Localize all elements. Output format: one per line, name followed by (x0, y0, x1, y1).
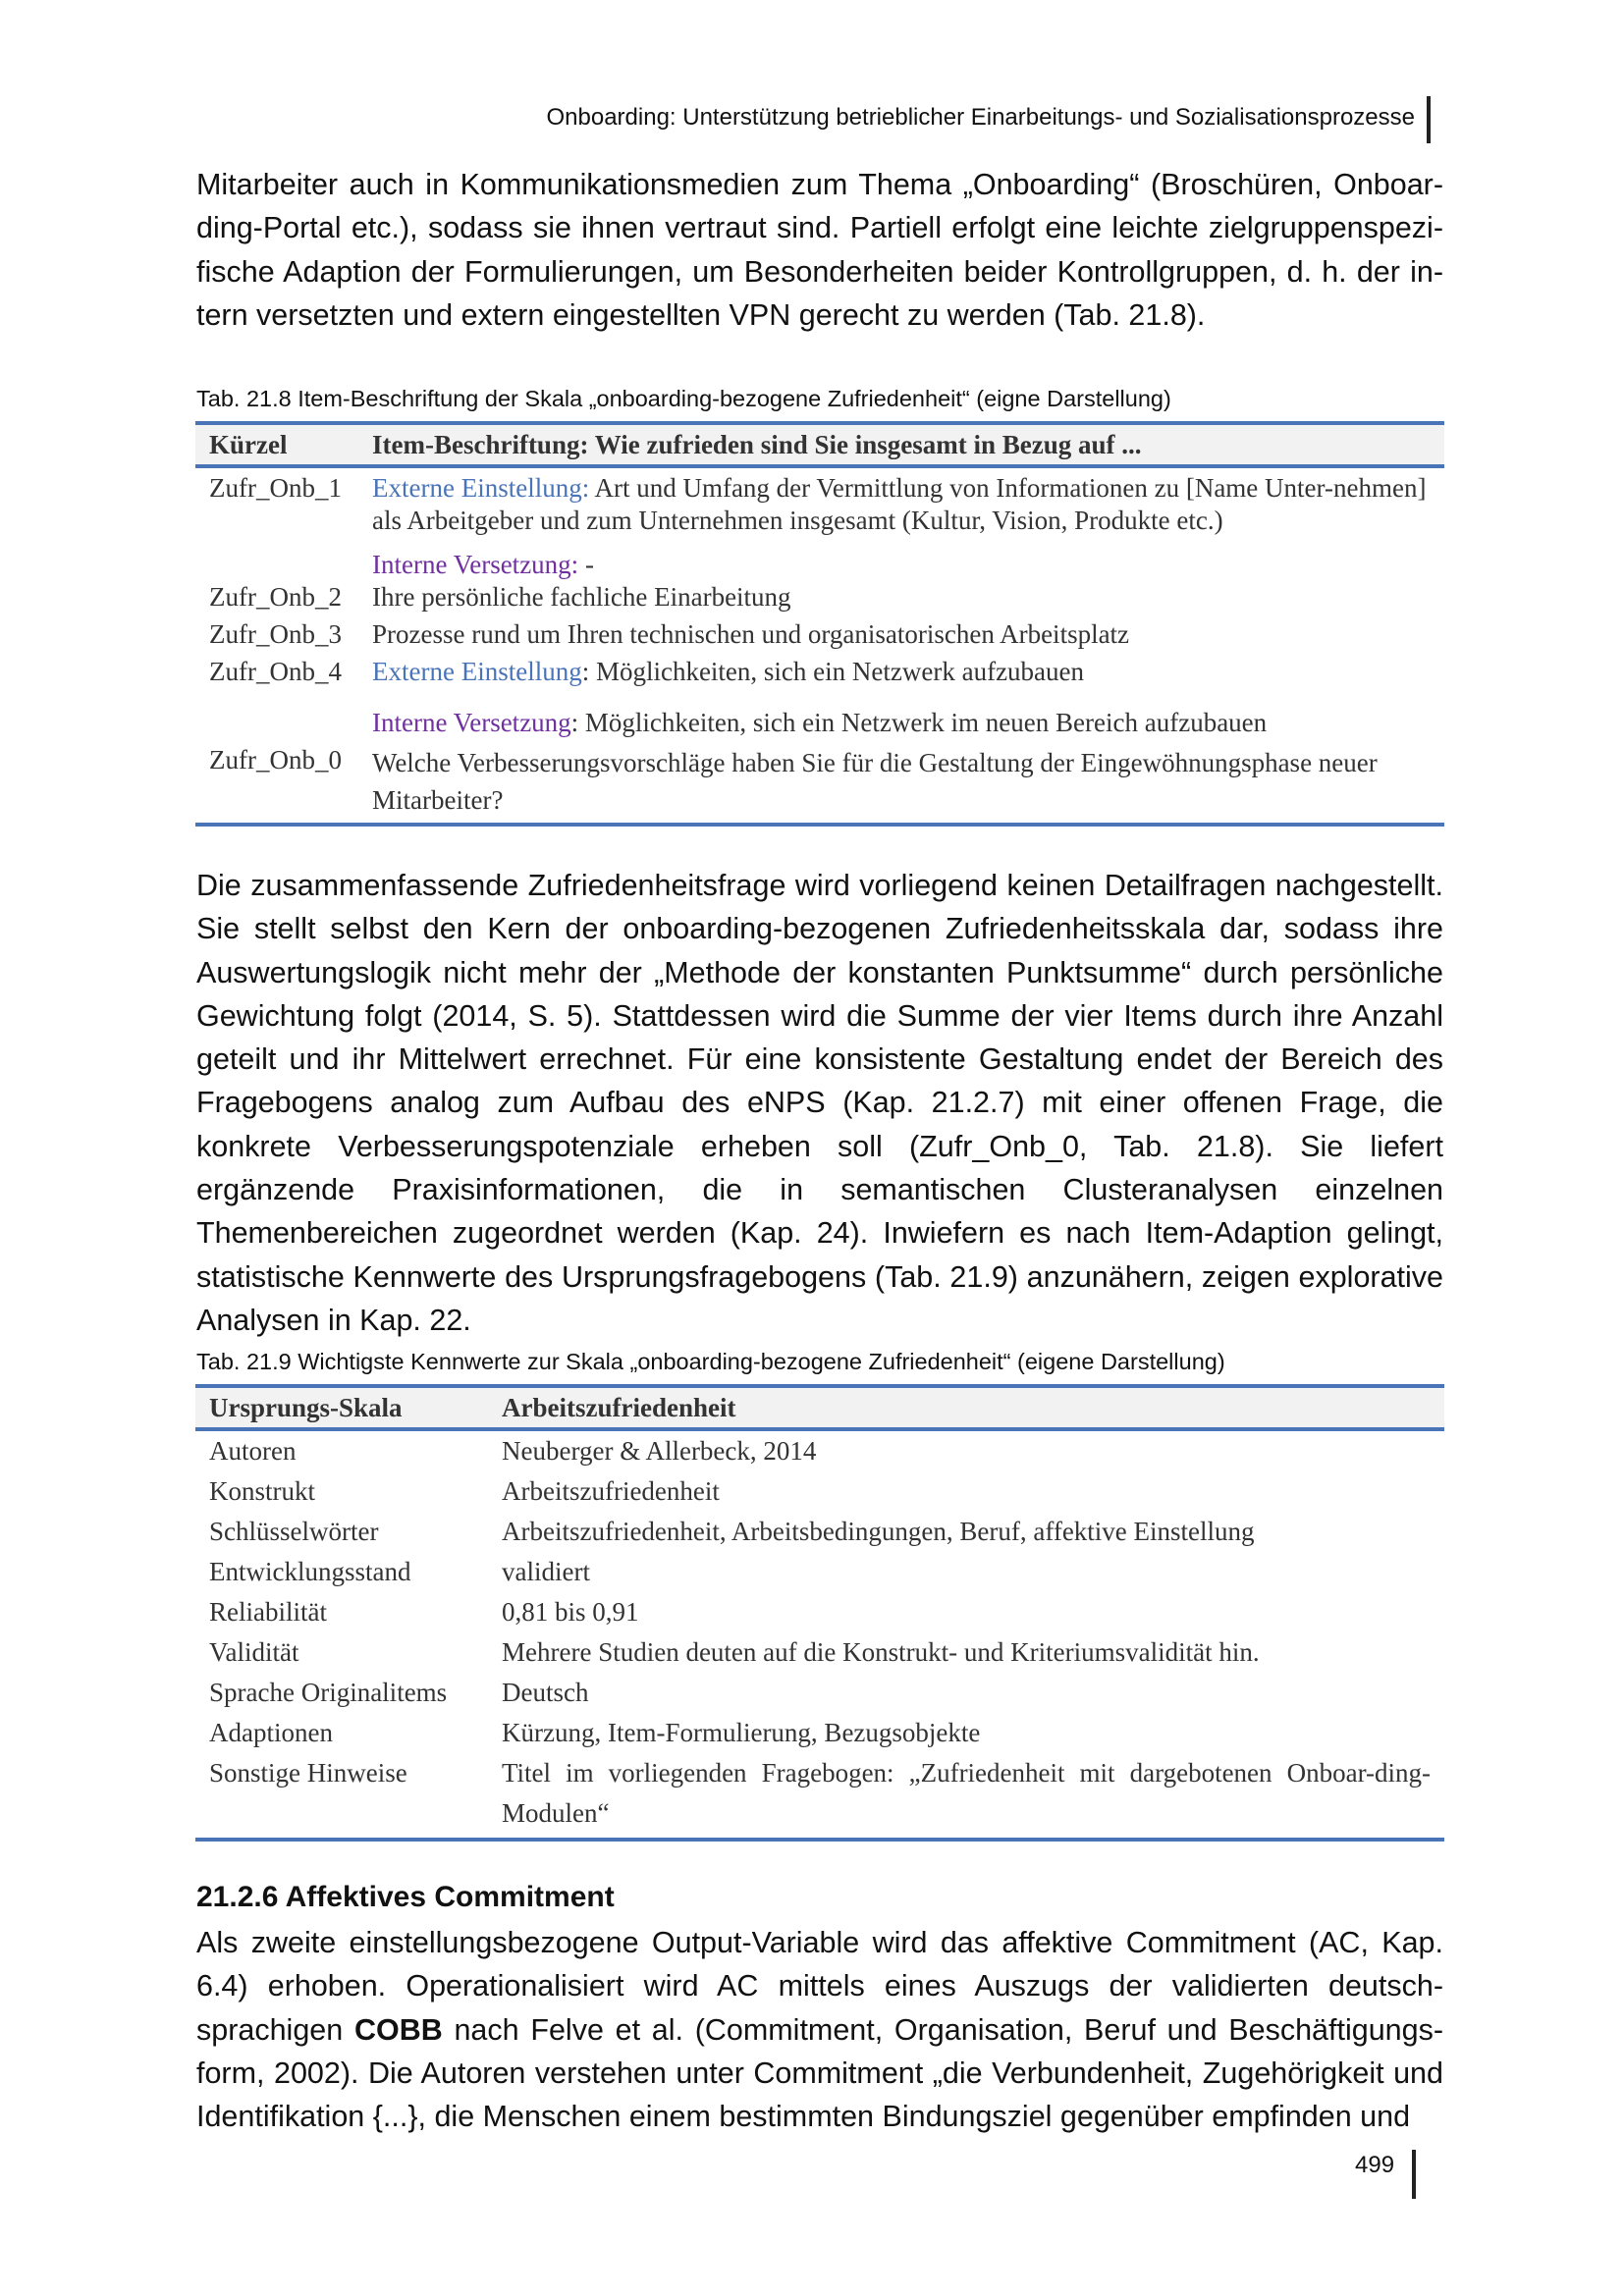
item-text: Prozesse rund um Ihren technischen und organisatorischen Arbeitsplatz (372, 619, 1130, 649)
header-rule (1427, 96, 1431, 143)
table-row (195, 1552, 1444, 1592)
paragraph-1: Mitarbeiter auch in Kommunikationsmedien zum Thema „Onboarding“ (Broschüren, Onboarding-Portal etc.), sodass sie ihnen vertraut sind. Partiell erfolgt eine leichte zielgruppenspezifische Adaption der Formulierungen, um Besonderheiten beider Kontrollgruppen, d. h. der intern versetzten und extern eingestellten VPN gerecht zu werden (Tab. 21.8). (196, 168, 1443, 332)
table-row (195, 1592, 1444, 1632)
table-21-9-caption: Tab. 21.9 Wichtigste Kennwerte zur Skala „onboarding-bezogene Zufriedenheit“ (eigene Darstellung) (196, 1349, 1225, 1374)
row-value: 0,81 bis 0,91 (502, 1597, 639, 1627)
table-row (195, 1753, 1444, 1840)
external-label: Externe Einstellung: (372, 473, 590, 503)
external-label: Externe Einstellung (372, 657, 582, 686)
item-code: Zufr_Onb_3 (209, 619, 342, 649)
section-heading: 21.2.6 Affektives Commitment (196, 1881, 615, 1913)
row-key: Autoren (209, 1436, 297, 1466)
table-row (195, 1471, 1444, 1512)
row-key: Adaptionen (209, 1718, 333, 1747)
item-text-content: Art und Umfang der Vermittlung von Informationen zu [Name Unter-nehmen] als Arbeitgeber und zum Unternehmen insgesamt (Kultur, Vision, Produkte etc.) (372, 473, 1427, 535)
table-21-9 (195, 1384, 1444, 1842)
table-21-8 (195, 421, 1444, 827)
row-value: Kürzung, Item-Formulierung, Bezugsobjekte (502, 1718, 981, 1747)
table-row (195, 618, 1444, 656)
paragraph-3 (196, 1921, 1443, 2138)
page-number-rule (1412, 2150, 1416, 2199)
table-row (195, 1713, 1444, 1753)
paragraph-3-text: Als zweite einstellungsbezogene Output-Variable wird das affektive Commitment (AC, Kap. 6.4) erhoben. Operationalisiert wird AC mittels eines Auszugs der validierten deutschsprachigen (196, 1926, 1443, 2047)
column-header: Arbeitszufriedenheit (488, 1386, 1444, 1429)
table-row (195, 1512, 1444, 1552)
item-code (195, 707, 358, 744)
item-text: Ihre persönliche fachliche Einarbeitung (372, 582, 791, 612)
item-code: Zufr_Onb_4 (209, 657, 342, 686)
row-key: Schlüsselwörter (209, 1517, 379, 1546)
table-row (195, 656, 1444, 707)
table-row (195, 1632, 1444, 1673)
item-text-content: : Möglichkeiten, sich ein Netzwerk aufzubauen (581, 657, 1085, 686)
table-row (195, 1429, 1444, 1471)
item-text (358, 656, 1444, 707)
item-text: Welche Verbesserungsvorschläge haben Sie für die Gestaltung der Eingewöhnungsphase neuer Mitarbeiter? (358, 744, 1444, 825)
item-text (358, 707, 1444, 744)
row-key: Sprache Originalitems (209, 1678, 448, 1707)
table-row (195, 1673, 1444, 1713)
table-row (195, 466, 1444, 549)
item-code: Zufr_Onb_1 (209, 473, 342, 503)
row-value: Titel im vorliegenden Fragebogen: „Zufriedenheit mit dargebotenen Onboar-ding-Modulen“ (488, 1753, 1444, 1840)
row-value: Arbeitszufriedenheit (502, 1476, 720, 1506)
column-header: Ursprungs-Skala (195, 1386, 488, 1429)
row-value: Neuberger & Allerbeck, 2014 (502, 1436, 817, 1466)
table-row (195, 707, 1444, 744)
column-header: Item-Beschriftung: Wie zufrieden sind Sie insgesamt in Bezug auf ... (358, 423, 1444, 466)
internal-label: Interne Versetzung: (372, 550, 579, 579)
table-row (195, 744, 1444, 825)
internal-label: Interne Versetzung (372, 708, 571, 737)
cobb-term: COBB (353, 2012, 443, 2047)
table-row (195, 549, 1444, 581)
row-key: Reliabilität (209, 1597, 327, 1627)
column-header: Kürzel (195, 423, 358, 466)
item-text (358, 549, 1444, 581)
row-key: Konstrukt (209, 1476, 315, 1506)
item-code: Zufr_Onb_2 (209, 582, 342, 612)
item-code: Zufr_Onb_0 (195, 744, 358, 825)
row-value: Deutsch (502, 1678, 589, 1707)
running-head: Onboarding: Unterstützung betrieblicher Einarbeitungs- und Sozialisationsprozesse (546, 104, 1415, 131)
row-value: Mehrere Studien deuten auf die Konstrukt- und Kriteriumsvalidität hin. (502, 1637, 1260, 1667)
paragraph-3-text: nach Felve et al. (Commitment, Organisation, Beruf und Beschäftigungsform, 2002). Die Autoren verstehen unter Commitment „die Verbundenheit, Zugehörigkeit und Identifikation {...}, die Menschen einem bestimmten Bindungsziel gegenüber empfinden und (196, 2012, 1444, 2134)
item-text-content: : Möglichkeiten, sich ein Netzwerk im neuen Bereich aufzubauen (570, 708, 1268, 737)
row-value: Arbeitszufriedenheit, Arbeitsbedingungen, Beruf, affektive Einstellung (502, 1517, 1255, 1546)
item-text (358, 466, 1444, 549)
row-key: Entwicklungsstand (209, 1557, 411, 1586)
table-21-8-caption: Tab. 21.8 Item-Beschriftung der Skala „onboarding-bezogene Zufriedenheit“ (eigne Darstellung) (196, 386, 1171, 411)
row-key: Validität (209, 1637, 299, 1667)
page-number: 499 (1355, 2152, 1395, 2178)
item-code (195, 549, 358, 581)
item-text-content: - (578, 550, 594, 579)
row-value: validiert (502, 1557, 590, 1586)
paragraph-2: Die zusammenfassende Zufriedenheitsfrage wird vorliegend keinen Detailfragen nachgestellt. Sie stellt selbst den Kern der onboarding-bezogenen Zufriedenheitsskala dar, sodass ihre Auswertungslogik nicht mehr der „Methode der konstanten Punktsumme“ durch persönliche Gewichtung folgt (2014, S. 5). Stattdessen wird die Summe der vier Items durch ihre Anzahl geteilt und ihr Mittelwert errechnet. Für eine konsistente Gestaltung endet der Bereich des Fragebogens analog zum Aufbau des eNPS (Kap. 21.2.7) mit einer offenen Frage, die konkrete Verbesserungspotenziale erheben soll (Zufr_Onb_0, Tab. 21.8). Sie liefert ergänzende Praxisinformationen, die in semantischen Clusteranalysen einzelnen Themenbereichen zugeordnet werden (Kap. 24). Inwiefern es nach Item-Adaption gelingt, statistische Kennwerte des Ursprungsfragebogens (Tab. 21.9) anzunähern, zeigen explorative Analysen in Kap. 22. (196, 869, 1443, 1337)
table-row (195, 581, 1444, 618)
row-key: Sonstige Hinweise (195, 1753, 488, 1840)
